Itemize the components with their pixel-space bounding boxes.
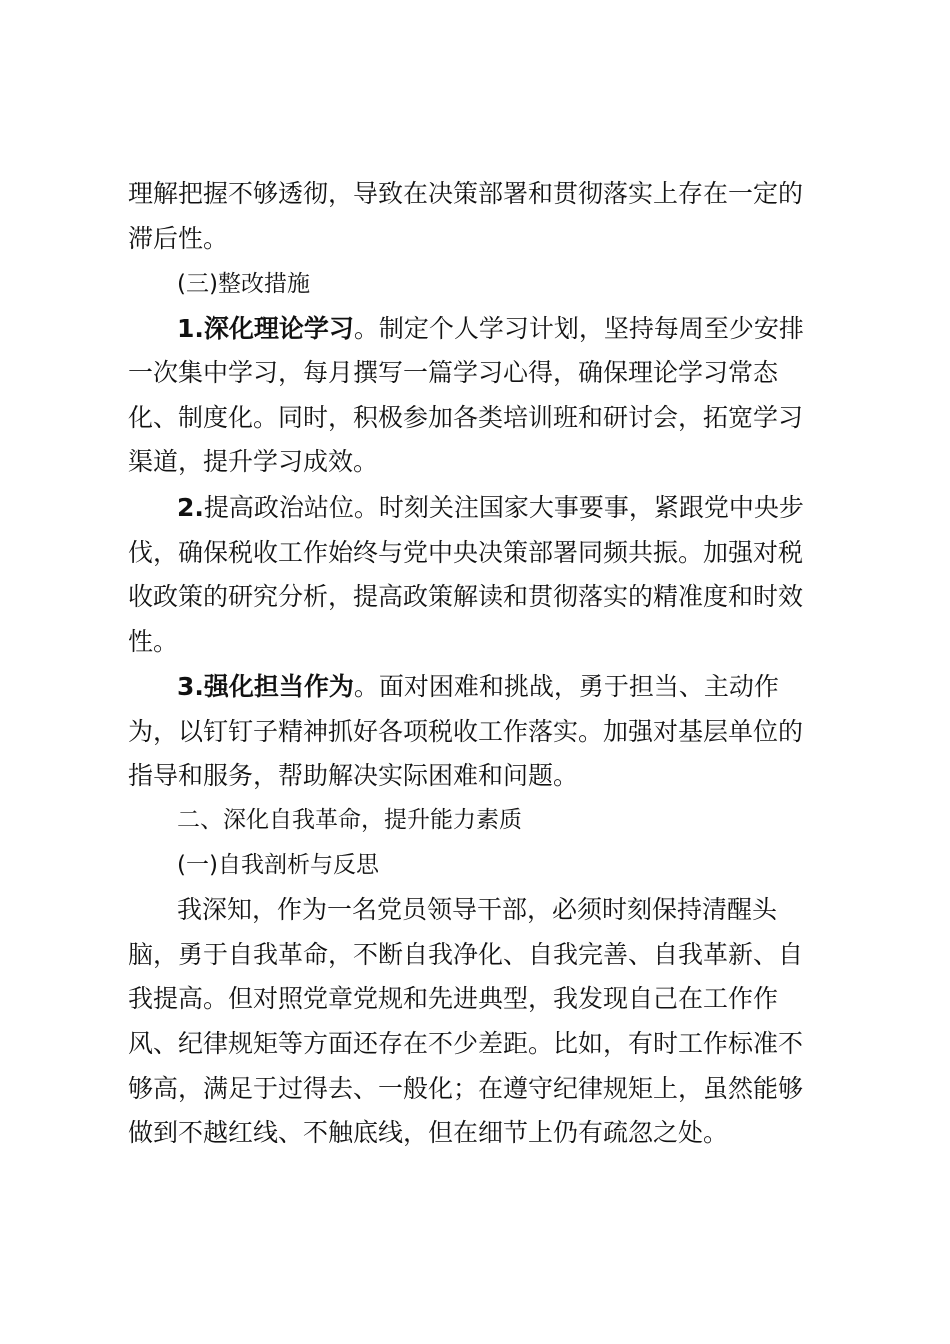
item3-text: 为，以钉钉子精神抓好各项税收工作落实。加强对基层单位的: [128, 717, 804, 746]
paragraph-line: [0, 1067, 950, 1111]
section-heading-2: [0, 800, 950, 840]
item1-text: 化、制度化。同时，积极参加各类培训班和研讨会，拓宽学习: [128, 403, 804, 432]
item1-line: [0, 351, 950, 395]
item2-line: [0, 620, 950, 664]
paragraph-line: [0, 888, 950, 932]
section-heading-measures: [0, 264, 950, 304]
paragraph-line: [0, 1022, 950, 1066]
item1-text: 渠道，提升学习成效。: [128, 447, 379, 476]
item2-line: [0, 531, 950, 575]
paragraph-text: 我深知，作为一名党员领导干部，必须时刻保持清醒头: [177, 895, 778, 924]
paragraph-text: 理解把握不够透彻，导致在决策部署和贯彻落实上存在一定的: [128, 179, 804, 208]
paragraph-line: [0, 977, 950, 1021]
item3-title: 3.强化担当作为: [177, 672, 354, 701]
item3-text: 。面对困难和挑战，勇于担当、主动作: [353, 672, 779, 701]
item3-line: [0, 665, 950, 709]
item3-text: 指导和服务，帮助解决实际困难和问题。: [128, 761, 579, 790]
paragraph-text: 滞后性。: [128, 224, 229, 253]
heading-text: (一)自我剖析与反思: [177, 852, 379, 878]
item3-line: [0, 710, 950, 754]
item1-line: [0, 396, 950, 440]
heading-text: (三)整改措施: [177, 271, 310, 297]
item2-text: 收政策的研究分析，提高政策解读和贯彻落实的精准度和时效: [128, 582, 804, 611]
item1-text: 。制定个人学习计划，坚持每周至少安排: [353, 314, 804, 343]
item1-line: [0, 307, 950, 351]
item2-text: 伐，确保税收工作始终与党中央决策部署同频共振。加强对税: [128, 538, 804, 567]
heading-text: 二、深化自我革命，提升能力素质: [177, 807, 522, 833]
item1-title: 1.深化理论学习: [177, 314, 354, 343]
item2-line: [0, 575, 950, 619]
paragraph-text: 我提高。但对照党章党规和先进典型，我发现自己在工作作: [128, 984, 779, 1013]
paragraph-text: 风、纪律规矩等方面还存在不少差距。比如，有时工作标准不: [128, 1029, 804, 1058]
paragraph-text: 够高，满足于过得去、一般化；在遵守纪律规矩上，虽然能够: [128, 1074, 804, 1103]
paragraph-line: [0, 933, 950, 977]
item1-line: [0, 440, 950, 484]
paragraph-line: [0, 172, 950, 216]
item1-text: 一次集中学习，每月撰写一篇学习心得，确保理论学习常态: [128, 358, 779, 387]
subheading-self-analysis: [0, 845, 950, 885]
paragraph-text: 做到不越红线、不触底线，但在细节上仍有疏忽之处。: [128, 1118, 729, 1147]
item2-line: [0, 486, 950, 530]
paragraph-text: 脑，勇于自我革命，不断自我净化、自我完善、自我革新、自: [128, 940, 804, 969]
paragraph-line: [0, 217, 950, 261]
item2-text: 性。: [128, 627, 179, 656]
item2-text: 提高政治站位。时刻关注国家大事要事，紧跟党中央步: [203, 493, 804, 522]
paragraph-line: [0, 1111, 950, 1155]
item2-number: 2.: [177, 493, 204, 522]
item3-line: [0, 754, 950, 798]
